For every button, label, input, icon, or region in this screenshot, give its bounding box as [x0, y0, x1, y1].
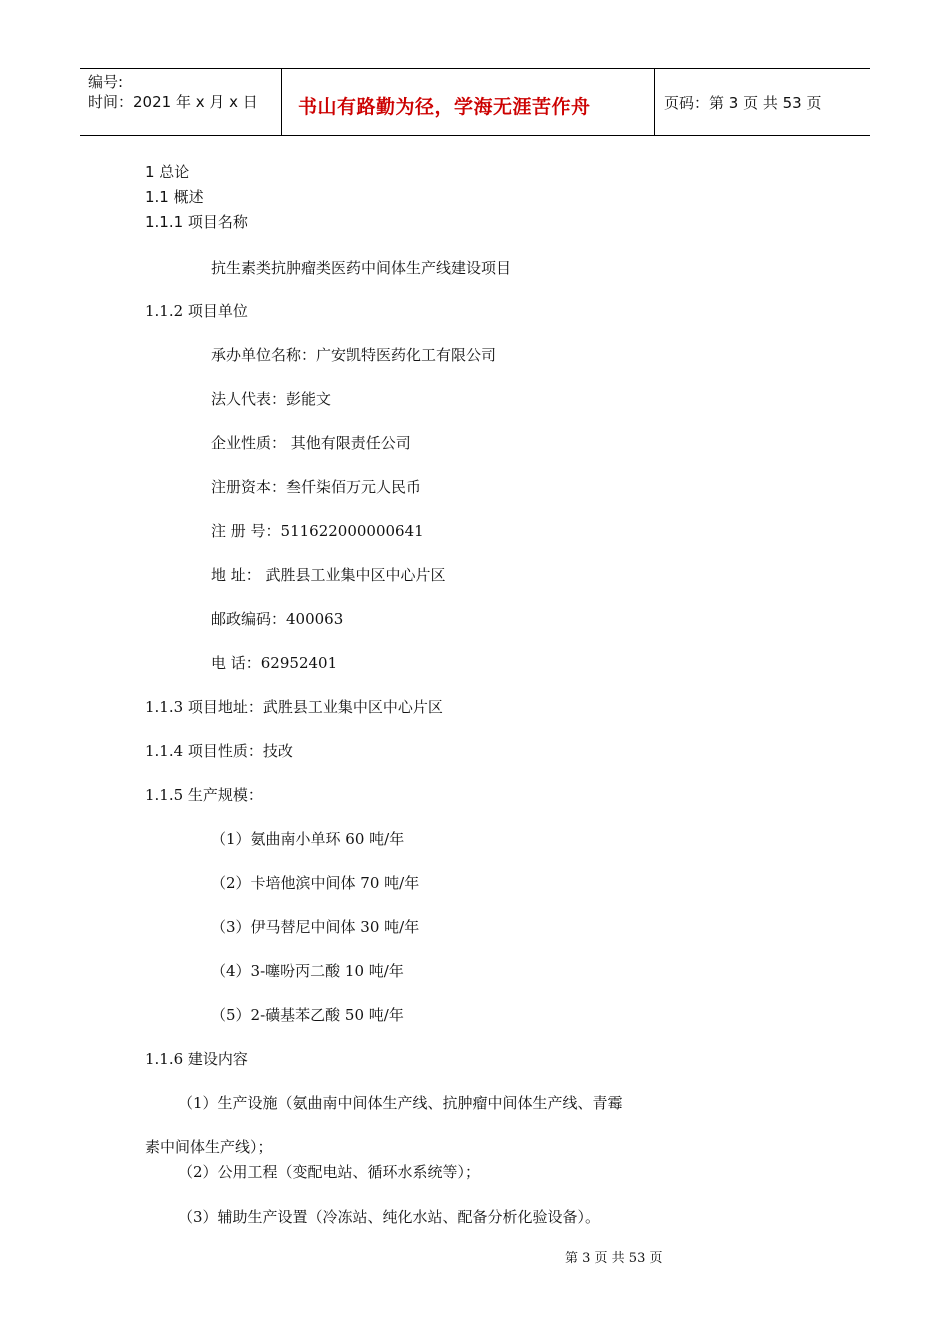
unit-address: 地 址： 武胜县工业集中区中心片区 — [211, 566, 446, 584]
header-motto: 书山有路勤为径，学海无涯苦作舟 — [298, 96, 591, 118]
document-time-label: 时间：2021 年 x 月 x 日 — [88, 93, 258, 111]
project-nature: 1.1.4 项目性质：技改 — [145, 742, 293, 760]
scale-item: （3）伊马替尼中间体 30 吨/年 — [211, 918, 420, 936]
project-site: 1.1.3 项目地址：武胜县工业集中区中心片区 — [145, 698, 443, 716]
project-name-text: 抗生素类抗肿瘤类医药中间体生产线建设项目 — [211, 259, 512, 277]
unit-nature: 企业性质： 其他有限责任公司 — [211, 434, 411, 452]
unit-company: 承办单位名称：广安凯特医药化工有限公司 — [211, 346, 497, 364]
unit-postcode: 邮政编码：400063 — [211, 610, 344, 628]
header-top-border — [80, 68, 870, 69]
content-item-1: （1）生产设施（氨曲南中间体生产线、抗肿瘤中间体生产线、青霉 — [178, 1094, 623, 1112]
heading-project-unit: 1.1.2 项目单位 — [145, 302, 248, 320]
unit-legal-rep: 法人代表：彭能文 — [211, 390, 332, 408]
scale-item: （1）氨曲南小单环 60 吨/年 — [211, 830, 405, 848]
scale-item: （5）2-磺基苯乙酸 50 吨/年 — [211, 1006, 404, 1024]
document-number-label: 编号: — [88, 73, 124, 91]
content-item-1-cont: 素中间体生产线）； — [145, 1138, 273, 1156]
header-meta — [88, 72, 258, 112]
scale-item: （4）3-噻吩丙二酸 10 吨/年 — [211, 962, 404, 980]
heading-general: 1 总论 — [145, 163, 190, 181]
unit-capital: 注册资本：叁仟柒佰万元人民币 — [211, 478, 422, 496]
unit-reg-no: 注 册 号：511622000000641 — [211, 522, 424, 540]
heading-scale: 1.1.5 生产规模： — [145, 786, 263, 804]
heading-overview: 1.1 概述 — [145, 188, 204, 206]
scale-item: （2）卡培他滨中间体 70 吨/年 — [211, 874, 420, 892]
heading-project-name: 1.1.1 项目名称 — [145, 213, 248, 231]
header-divider-2 — [654, 68, 655, 136]
content-item-2: （2）公用工程（变配电站、循环水系统等）； — [178, 1163, 481, 1181]
header-page-info: 页码：第 3 页 共 53 页 — [664, 94, 822, 112]
header-divider-1 — [281, 68, 282, 136]
content-item-3: （3）辅助生产设置（冷冻站、纯化水站、配备分析化验设备）。 — [178, 1208, 601, 1226]
unit-phone: 电 话：62952401 — [211, 654, 338, 672]
heading-content: 1.1.6 建设内容 — [145, 1050, 248, 1068]
header-bottom-border — [80, 135, 870, 136]
page-footer: 第 3 页 共 53 页 — [565, 1251, 663, 1266]
